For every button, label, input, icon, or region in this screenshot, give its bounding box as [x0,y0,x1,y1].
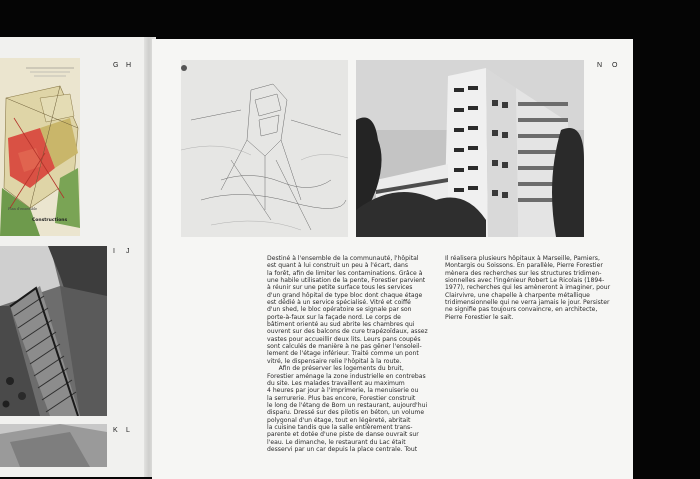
text-line: disparu. Dressé sur des pilotis en béton, un volume [267,409,425,417]
text-line: est dédié à un service spécialisé. Vitré et coiffé [267,299,411,307]
text-line: le long de l'étang de Born un restaurant, aujourd'hui [267,401,428,409]
text-line: ouvrent sur des balcons de cure trapézoïdaux, assez [267,328,428,336]
text-line: la forêt, afin de limiter les contaminations. Grâce à [267,269,423,277]
text-line: à réunir sur une petite surface tous les services [267,284,413,292]
bottom-photo [0,424,107,467]
building-photo [356,60,584,237]
letter-g: G [113,62,120,69]
text-line: 4 heures par jour à l'imprimerie, la menuiserie ou [267,387,419,395]
text-line: Clairvivre, une chapelle à charpente métallique [445,291,590,299]
text-line: porte-à-faux sur la façade nord. Le corps de [267,313,401,321]
letter-h: H [126,62,133,69]
text-line: d'un grand hôpital de type bloc dont chaque étage [267,291,423,299]
text-line: vastes pour accueillir deux lits. Leurs pans coupés [267,335,421,343]
text-line: mènera des recherches sur les structures tridimen- [445,269,602,277]
text-column-1 [267,255,428,453]
text-line: Montargis ou Soissons. En parallèle, Pierre Forestier [445,262,603,270]
text-line: tridimensionnelle qui ne verra jamais le jour. Persister [445,299,610,307]
text-line: la serrurerie. Plus bas encore, Forestier construit [267,394,416,402]
text-line: Destiné à l'ensemble de la communauté, l'hôpital [267,255,419,262]
text-line: du site. Les malades travaillent au maximum [267,379,405,387]
text-line: parente et dotée d'une piste de danse ouvrait sur [267,431,419,439]
sketch-drawing [181,60,348,237]
text-line: bâtiment orienté au sud abrite les chambres qui [267,321,415,329]
text-line: Afin de préserver les logements du bruit, [267,365,404,373]
letter-o: O [612,62,619,69]
text-column-2 [445,255,610,321]
text-line: est quant à lui construit un peu à l'écart, dans [267,262,409,270]
text-line: une habile utilisation de la pente, Forestier parvient [267,277,426,285]
letter-i: I [113,248,116,255]
text-line: ne signifie pas toujours convaincre, en architecte, [445,306,598,314]
text-line: 1977), recherches qui les amèneront à imaginer, pour [445,284,611,292]
text-line: l'eau. Le dimanche, le restaurant du Lac était [267,438,406,446]
text-line: desservi par un car depuis la place centrale. Tout [267,445,418,453]
text-line: vitré, le dispensaire relie l'hôpital à la route. [267,357,402,365]
text-line: Forestier aménage la zone industrielle en contrebas [267,372,426,380]
letter-n: N [597,62,604,69]
text-line: polygonal d'un étage, tout en légèreté, abritait [267,416,411,424]
text-line: sont calculés de manière à ne pas gêner l'ensoleil- [267,343,422,351]
text-line: lement de l'étage inférieur. Traité comme un pont [267,350,419,358]
letter-k: K [113,427,119,434]
plan-drawing-image [0,58,80,236]
staircase-photo [0,246,107,416]
text-line: Pierre Forestier le sait. [445,313,514,321]
plan-caption: Plan d'ensemble [8,207,38,211]
text-line: Il réalisera plusieurs hôpitaux à Marseille, Pamiers, [445,255,600,262]
text-line: d'un shed, le bloc opératoire se signale par son [267,306,412,314]
letter-j: J [126,248,131,255]
plan-label: Constructions [32,218,68,223]
text-line: sionnelles avec l'ingénieur Robert Le Ricolais (1894- [445,277,605,285]
text-line: la cuisine tandis que la salle entièrement trans- [267,423,413,431]
letter-l: L [126,427,131,434]
